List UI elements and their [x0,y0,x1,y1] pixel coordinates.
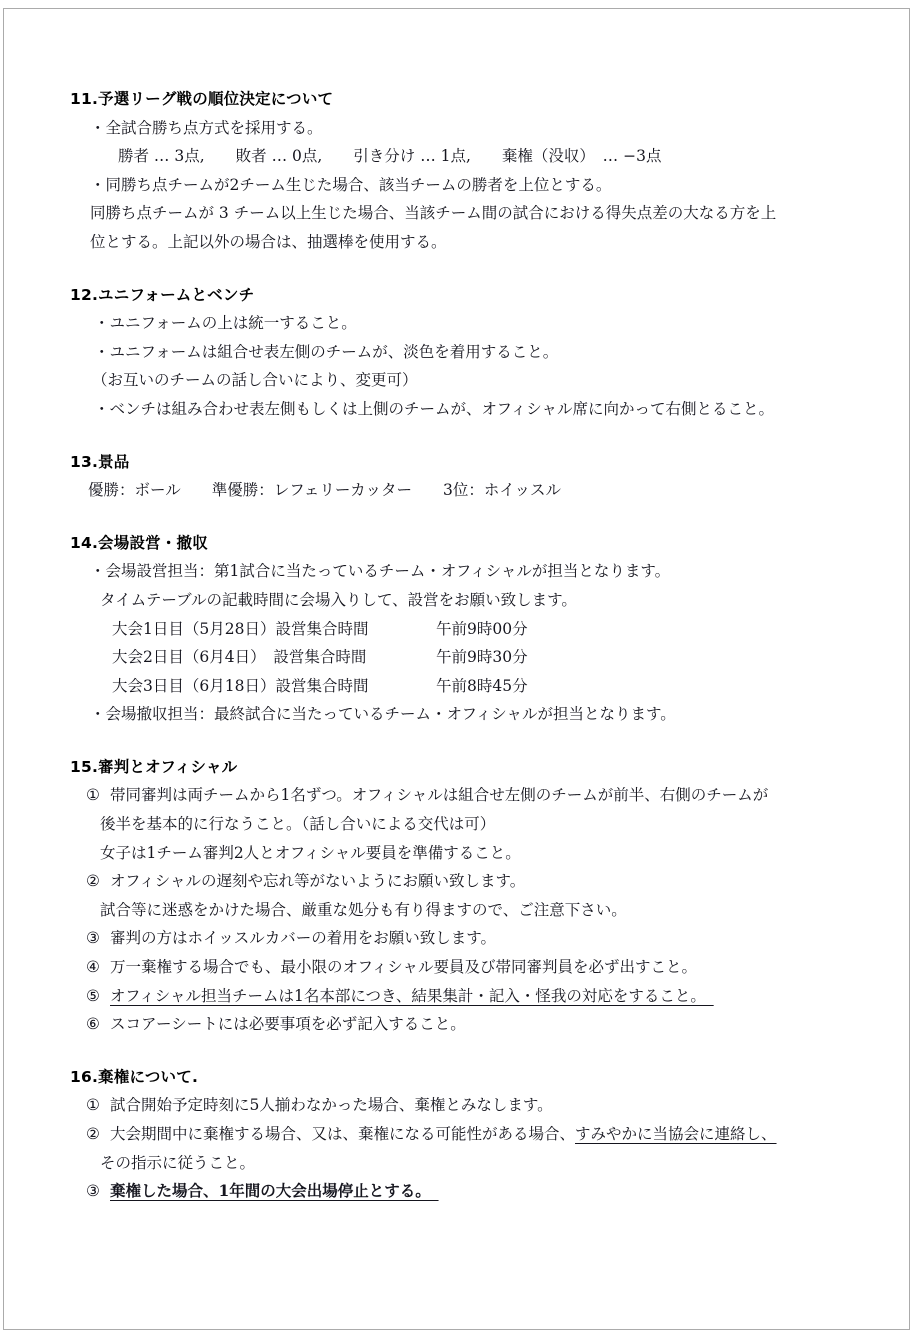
section-heading: 16.棄権について. [70,1067,199,1086]
text-line [70,171,874,200]
document-section [70,1063,874,1206]
text-line [70,557,874,586]
line-part: ・全試合勝ち点方式を採用する。 [90,118,323,137]
text-line [70,476,874,505]
section-heading: 12.ユニフォームとベンチ [70,285,255,304]
item-marker: ③ [86,929,100,948]
line-part: 帯同審判は両チームから1名ずつ。オフィシャルは組合せ左側のチームが前半、右側のチームが [110,786,769,805]
item-marker: ① [86,1096,100,1115]
item-marker: ③ [86,1182,100,1201]
document-section [70,529,874,729]
line-part: 大会3日目（6月18日）設営集合時間 [112,676,369,695]
text-line [70,924,874,953]
item-marker: ② [86,872,100,891]
line-part: 大会期間中に棄権する場合、又は、棄権になる可能性がある場合、 [110,1125,576,1143]
line-part: オフィシャル担当チームは1名本部につき、結果集計・記入・怪我の対応をすること。 [110,986,714,1005]
section-heading: 15.審判とオフィシャル [70,757,238,776]
line-part: 棄権した場合、1年間の大会出場停止とする。 [110,1181,439,1201]
text-line [70,366,874,395]
text-line [70,781,874,810]
line-part: すみやかに当協会に連絡し、 [575,1125,777,1143]
line-part: 審判の方はホイッスルカバーの着用をお願い致します。 [110,929,496,948]
item-marker: ② [86,1125,100,1143]
line-part: 午前9時30分 [436,648,528,667]
line-part: 試合等に迷惑をかけた場合、厳重な処分も有り得ますので、ご注意下さい。 [100,900,627,919]
line-part: 午前9時00分 [436,619,528,638]
line-part: スコアーシートには必要事項を必ず記入すること。 [110,1015,466,1034]
text-line [70,867,874,896]
text-line [70,114,874,143]
text-line [70,142,874,171]
document-section [70,85,874,257]
document-section [70,753,874,1039]
line-part: ・ユニフォームは組合せ表左側のチームが、淡色を着用すること。 [94,342,559,361]
text-line [70,615,874,644]
section-heading: 13.景品 [70,452,130,471]
text-line [70,586,874,615]
text-line [70,953,874,982]
text-line [70,672,874,701]
line-part: 後半を基本的に行なうこと。（話し合いによる交代は可） [100,815,496,834]
item-marker: ① [86,786,100,805]
text-line [70,643,874,672]
line-part: その指示に従うこと。 [100,1153,256,1172]
text-line [70,982,874,1011]
text-line [70,896,874,925]
line-part: ・会場撤収担当：最終試合に当たっているチーム・オフィシャルが担当となります。 [90,705,676,724]
line-part: 勝者 … 3点, 敗者 … 0点, 引き分け … 1点, 棄権（没収） … −3点 [118,147,662,166]
text-line [70,1010,874,1039]
text-line [70,839,874,868]
line-part: ・ベンチは組み合わせ表左側もしくは上側のチームが、オフィシャル席に向かって右側とること。 [94,399,774,418]
text-line [70,395,874,424]
line-part: 試合開始予定時刻に5人揃わなかった場合、棄権とみなします。 [110,1096,553,1115]
document-section [70,448,874,505]
line-part: 万一棄権する場合でも、最小限のオフィシャル要員及び帯同審判員を必ず出すこと。 [110,958,697,977]
line-part: オフィシャルの遅刻や忘れ等がないようにお願い致します。 [110,872,526,891]
text-line [70,1091,874,1120]
section-heading: 11.予選リーグ戦の順位決定について [70,90,334,108]
text-line [70,199,874,228]
text-line [70,1149,874,1178]
text-line [70,228,874,257]
line-part: 大会1日目（5月28日）設営集合時間 [112,619,369,638]
line-part: ・会場設営担当：第1試合に当たっているチーム・オフィシャルが担当となります。 [90,562,671,581]
item-marker: ⑤ [86,986,100,1005]
line-part: 女子は1チーム審判2人とオフィシャル要員を準備すること。 [100,843,521,862]
line-part: ・同勝ち点チームが2チーム生じた場合、該当チームの勝者を上位とする。 [90,175,612,194]
line-part: ・ユニフォームの上は統一すること。 [94,314,357,333]
line-part: タイムテーブルの記載時間に会場入りして、設営をお願い致します。 [100,590,577,609]
text-line [70,1177,874,1206]
text-line [70,1120,874,1149]
line-part: 位とする。上記以外の場合は、抽選棒を使用する。 [90,232,447,251]
text-line [70,338,874,367]
line-part: 午前8時45分 [436,676,528,695]
line-part: 優勝：ボール 準優勝：レフェリーカッター 3位：ホイッスル [88,481,562,500]
section-heading: 14.会場設営・撤収 [70,533,208,552]
document-content [70,85,874,1206]
line-part: 同勝ち点チームが 3 チーム以上生じた場合、当該チーム間の試合における得失点差の大なる方を上 [90,204,777,223]
line-part: （お互いのチームの話し合いにより、変更可） [92,371,418,390]
line-part: 大会2日目（6月4日） 設営集合時間 [112,648,367,667]
item-marker: ⑥ [86,1015,100,1034]
item-marker: ④ [86,958,100,977]
document-section [70,281,874,424]
text-line [70,700,874,729]
text-line [70,309,874,338]
text-line [70,810,874,839]
